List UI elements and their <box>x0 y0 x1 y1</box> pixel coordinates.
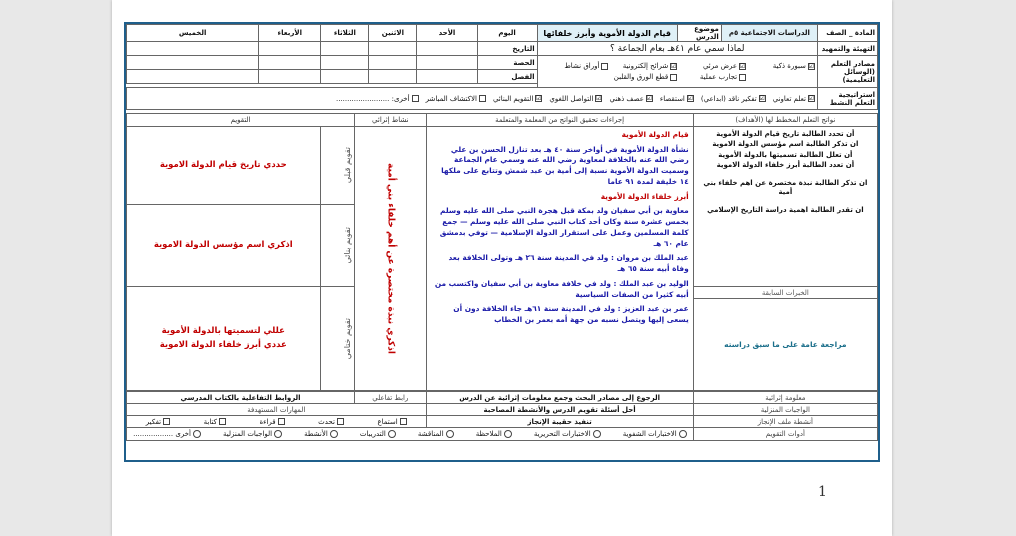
eval-type-cell-3 <box>320 287 355 391</box>
objective-1: أن تحدد الطالبة تاريخ قيام الدولة الأموية <box>716 130 855 138</box>
skill-thinking: تفكير <box>145 417 162 426</box>
eval-text-summative: عللي لتسميتها بالدولة الأموية عددي أبرز خلفاء الدولة الاموية <box>127 287 321 391</box>
tool-observation: الملاحظة <box>475 430 502 438</box>
eval-type-formative: تقويم بنائي <box>343 227 353 264</box>
procedures-para-3: عبد الملك بن مروان : ولد في المدينة سنة ٢٦ هـ وتولى الخلافة بعد وفاة أبيه سنة ٦٥ هـ <box>448 253 689 274</box>
day-tuesday: الثلاثاء <box>321 25 369 42</box>
homework-label: الواجبات المنزلية <box>693 404 877 416</box>
strategy-discovery: الاكتشاف المباشر <box>425 94 477 103</box>
strategy-options <box>127 88 818 110</box>
subject-label: المادة _ الصف <box>817 25 877 42</box>
eval-text-formative: اذكري اسم مؤسس الدولة الاموية <box>127 205 321 287</box>
tool-exercises: التدريبات <box>359 430 386 438</box>
checkbox-icon[interactable]: ☑ <box>687 95 693 102</box>
period-cell-3[interactable] <box>321 56 369 70</box>
date-label: التاريخ <box>477 42 537 56</box>
lesson-title: قيام الدولة الأموية وأبرز خلفائها <box>537 25 677 42</box>
skills-options <box>127 416 427 428</box>
class-cell-1[interactable] <box>417 70 477 84</box>
procedures-heading-2: أبرز خلفاء الدولة الأموية <box>600 191 689 201</box>
radio-icon[interactable] <box>504 430 512 438</box>
checkbox-icon[interactable] <box>219 418 226 425</box>
resource-experiments: تجارب عملية <box>699 73 738 81</box>
enrichment-cell <box>355 127 426 391</box>
radio-icon[interactable] <box>274 430 282 438</box>
resource-slides: شرائح إلكترونية <box>622 62 669 70</box>
skills-label: المهارات المستهدفة <box>127 404 427 416</box>
document-page <box>112 0 892 536</box>
period-cell-1[interactable] <box>417 56 477 70</box>
interactive-link[interactable]: الروابط التفاعلية بالكتاب المدرسي <box>127 392 355 404</box>
procedures-para-5: عمر بن عبد العزيز : ولد في المدينة سنة ٦١هـ جاء الخلافة دون أن يسعى إليها ويتصل نسبه من جهة أمه بعمر بن الخطاب <box>453 304 689 325</box>
strategy-other: أخرى: ........................ <box>335 94 410 103</box>
checkbox-icon[interactable] <box>337 418 344 425</box>
tool-activities: الأنشطة <box>304 430 328 438</box>
checkbox-icon[interactable] <box>601 63 608 70</box>
enrichment-info-label: معلومة إثرائية <box>693 392 877 404</box>
portfolio: تنفيذ حقيبة الإنجاز <box>426 416 693 428</box>
resource-smartboard: سبورة ذكية <box>772 62 806 70</box>
date-cell-1[interactable] <box>417 42 477 56</box>
resources-options <box>537 56 817 88</box>
class-label: الفصل <box>477 70 537 84</box>
skill-reading: قراءة <box>259 417 276 426</box>
strategy-inquiry: استقصاء <box>659 94 685 103</box>
checkbox-icon[interactable]: ☑ <box>808 62 814 70</box>
checkbox-icon[interactable]: ☑ <box>535 95 542 102</box>
checkbox-icon[interactable] <box>400 418 407 425</box>
strategy-brainstorm: عصف ذهني <box>609 94 644 103</box>
checkbox-icon[interactable]: ☑ <box>670 62 677 70</box>
date-cell-3[interactable] <box>321 42 369 56</box>
eval-type-cell-2 <box>320 205 355 287</box>
tools-options <box>127 428 694 441</box>
day-label: اليوم <box>477 25 537 42</box>
period-cell-5[interactable] <box>127 56 259 70</box>
activity-header: نشاط إثرائي <box>355 114 426 127</box>
day-monday: الاثنين <box>369 25 417 42</box>
procedures-header: إجراءات تحقيق النواتج من المعلمة والمتعلمة <box>426 114 693 127</box>
checkbox-icon[interactable] <box>412 95 419 102</box>
procedures-para-1: نشأة الدولة الأموية في أواخر سنة ٤٠ هـ بعد تنازل الحسن بن علي رضي الله عنه بالخلافة لمعاوية رضي الله عنه وسمي عام الجماعة وسميت الدولة الأموية نسبة إلى أمية بن عبد شمش وتتابع على ملكها ١٤ خليفة لمدة ٩١ عاما <box>441 144 689 186</box>
period-label: الحصة <box>477 56 537 70</box>
day-wednesday: الأربعاء <box>259 25 321 42</box>
intro-question: لماذا سمي عام ٤١هـ بعام الجماعة ؟ <box>537 42 817 56</box>
radio-icon[interactable] <box>388 430 396 438</box>
date-cell-5[interactable] <box>127 42 259 56</box>
portfolio-label: أنشطة ملف الإنجاز <box>693 416 877 428</box>
checkbox-icon[interactable]: ☑ <box>739 62 746 70</box>
checkbox-icon[interactable]: ☑ <box>596 95 602 102</box>
lesson-topic-label: موضوع الدرس <box>677 25 721 42</box>
objective-5: ان تذكر الطالبة نبذة مختصرة عن اهم خلفاء بني أمية <box>703 178 868 197</box>
tool-oral: الاختبارات الشفوية <box>622 430 677 438</box>
procedures-cell <box>426 127 693 391</box>
procedures-para-4: الوليد بن عبد الملك : ولد في خلافة معاوية بن أبي سفيان واكتسب من أبيه كثيرا من الصفات السياسية <box>434 278 689 299</box>
date-cell-4[interactable] <box>259 42 321 56</box>
radio-icon[interactable] <box>679 430 687 438</box>
date-cell-2[interactable] <box>369 42 417 56</box>
subject-value: الدراسات الاجتماعية ٥م <box>721 25 817 42</box>
strategy-formative: التقويم البنائي <box>492 94 534 103</box>
period-cell-4[interactable] <box>259 56 321 70</box>
class-cell-4[interactable] <box>259 70 321 84</box>
radio-icon[interactable] <box>193 430 201 438</box>
enrichment-info: الرجوع إلى مصادر البحث وجمع معلومات إثرائية عن الدرس <box>426 392 693 404</box>
resource-paper: قطع الورق والقلبن <box>613 73 669 81</box>
page-number: 1 <box>818 484 827 500</box>
resource-worksheets: أوراق نشاط <box>564 62 600 70</box>
checkbox-icon[interactable] <box>163 418 170 425</box>
objectives-cell <box>693 127 877 287</box>
strategy-language: التواصل اللغوي <box>549 94 594 103</box>
checkbox-icon[interactable]: ☑ <box>646 95 652 102</box>
eval-text-pre: حددي تاريخ قيام الدولة الاموية <box>127 127 321 205</box>
objective-3: أن تعلل الطالبة تسميتها بالدولة الأموية <box>718 150 853 159</box>
strategy-critical: تفكير ناقد (ابداعي) <box>700 94 757 103</box>
class-cell-5[interactable] <box>127 70 259 84</box>
skill-speaking: تحدث <box>318 417 335 426</box>
prior-experience-label: الخبرات السابقة <box>693 287 877 299</box>
eval-type-cell-1 <box>320 127 355 205</box>
class-cell-2[interactable] <box>369 70 417 84</box>
objective-2: ان تذكر الطالبة اسم مؤسس الدولة الاموية <box>712 140 859 149</box>
skill-writing: كتابة <box>203 417 217 426</box>
eval-type-summative: تقويم ختامي <box>343 317 353 360</box>
procedures-heading-1: قيام الدولة الأموية <box>621 130 689 139</box>
lesson-plan-form <box>124 22 880 462</box>
enrichment-activity: اذكري نبذة مختصرة عن أهم خلفاء بني أمية <box>385 163 396 354</box>
resource-video: عرض مرئي <box>702 62 738 70</box>
strategy-cooperative: تعلم تعاوني <box>772 94 806 103</box>
day-sunday: الأحد <box>417 25 477 42</box>
day-thursday: الخميس <box>127 25 259 42</box>
strategy-label: استراتيجية التعلم النشط <box>817 88 877 110</box>
header-table <box>126 24 878 110</box>
checkbox-icon[interactable] <box>670 74 677 81</box>
tool-homework: الواجبات المنزلية <box>223 430 273 438</box>
checkbox-icon[interactable] <box>739 74 746 81</box>
radio-icon[interactable] <box>330 430 338 438</box>
tool-discussion: المناقشة <box>417 430 444 438</box>
checkbox-icon[interactable] <box>479 95 486 102</box>
radio-icon[interactable] <box>446 430 454 438</box>
tool-written: الاختبارات التحريرية <box>533 430 591 438</box>
checkbox-icon[interactable] <box>278 418 285 425</box>
intro-label: التهيئة والتمهيد <box>817 42 877 56</box>
resources-label: مصادر التعلم (الوسائل التعليمية) <box>817 56 877 88</box>
eval-type-pre: تقويم قبلي <box>343 147 353 184</box>
interactive-link-label: رابط تفاعلي <box>355 392 426 404</box>
objective-4: أن تعدد الطالبة أبرز خلفاء الدولة الاموية <box>716 161 855 170</box>
prior-experience: مراجعة عامة على ما سبق دراسته <box>693 299 877 391</box>
objective-6: ان تقدر الطالبة اهمية دراسة التاريخ الإسلامي <box>707 205 864 214</box>
skill-listening: استماع <box>377 417 398 426</box>
radio-icon[interactable] <box>593 430 601 438</box>
checkbox-icon[interactable]: ☑ <box>759 95 765 102</box>
period-cell-2[interactable] <box>369 56 417 70</box>
outcomes-header: نواتج التعلم المخطط لها (الأهداف) <box>693 114 877 127</box>
procedures-para-2: معاوية بن أبي سفيان ولد بمكة قبل هجرة النبي صلى الله عليه وسلم بخمس عشرة سنة وكان أحد كتاب النبي صلى الله عليه وسلم — جمع كلمة المسلمين وعمل على استقرار الدولة الإسلامية — توفي بدمشق عام ٦٠ هـ <box>439 206 689 248</box>
homework: أحل أسئلة تقويم الدرس والأنشطة المصاحبة <box>426 404 693 416</box>
tool-other: أخرى .................. <box>133 430 191 438</box>
main-table <box>126 113 878 391</box>
footer-table <box>126 391 878 441</box>
tools-label: أدوات التقويم <box>693 428 877 441</box>
evaluation-header: التقويم <box>127 114 355 127</box>
class-cell-3[interactable] <box>321 70 369 84</box>
checkbox-icon[interactable]: ☑ <box>808 95 814 102</box>
